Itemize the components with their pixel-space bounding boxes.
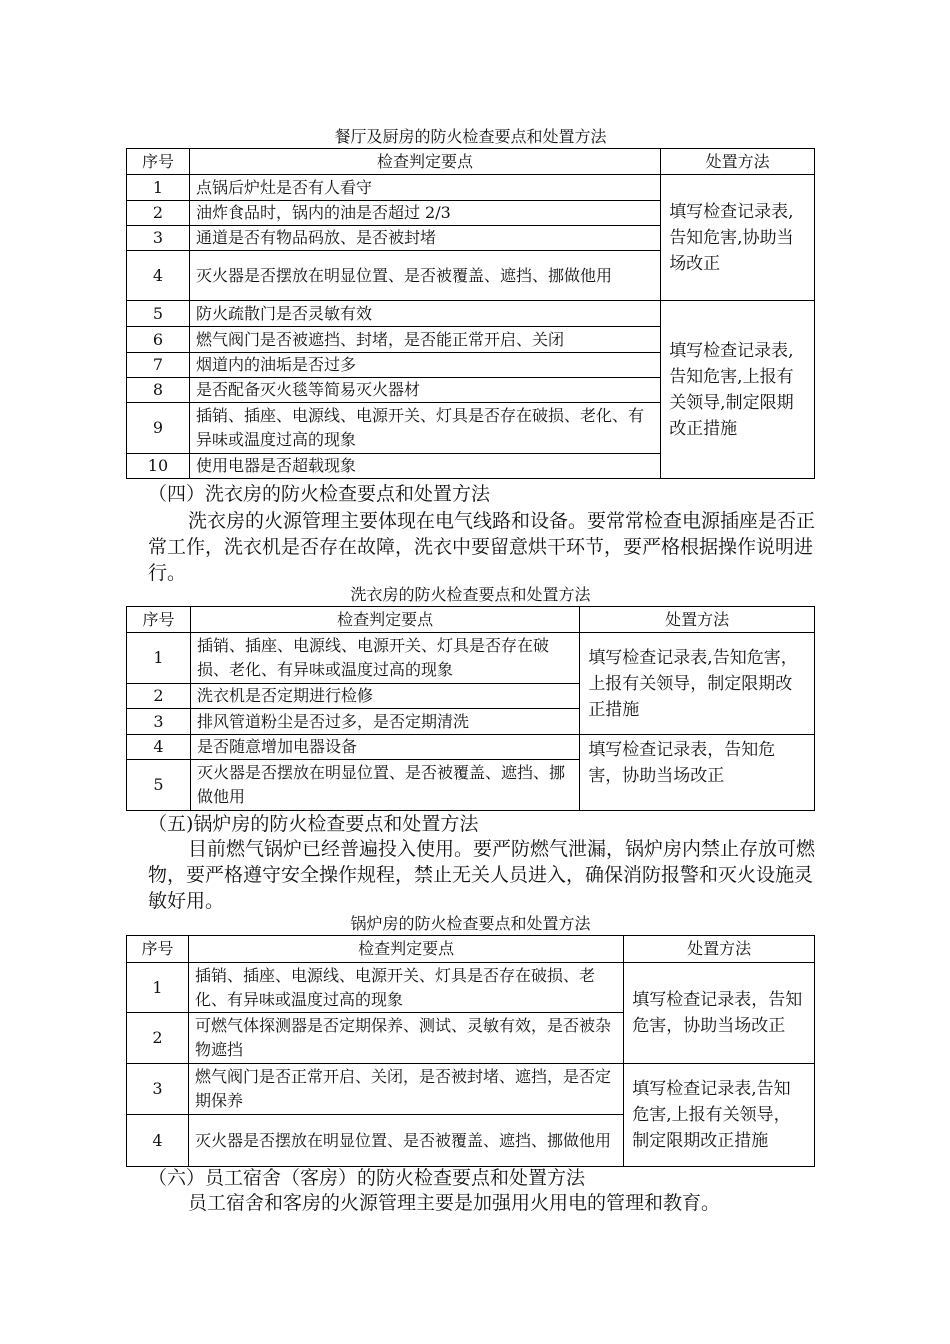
row-number: 2 (127, 1013, 189, 1064)
row-number: 4 (127, 251, 190, 301)
row-number: 2 (127, 684, 191, 709)
table2-header-method: 处置方法 (580, 607, 815, 633)
row-number: 10 (127, 454, 190, 479)
table1-method-b: 填写检查记录表,告知危害,上报有关领导,制定限期改正措施 (661, 301, 815, 479)
check-item: 燃气阀门是否被遮挡、封堵，是否能正常开启、关闭 (189, 327, 660, 353)
table1-header-num: 序号 (127, 149, 190, 175)
table3 (126, 935, 815, 1167)
table1-caption: 餐厅及厨房的防火检查要点和处置方法 (334, 127, 607, 146)
table3-header-item: 检查判定要点 (188, 936, 623, 963)
table3-method-a: 填写检查记录表，告知危害，协助当场改正 (624, 963, 815, 1064)
row-number: 2 (127, 201, 190, 226)
section5-heading: （五)锅炉房的防火检查要点和处置方法 (148, 813, 479, 835)
row-number: 1 (127, 633, 191, 684)
row-number: 5 (127, 301, 190, 327)
check-item: 是否配备灭火毯等简易灭火器材 (189, 378, 660, 403)
check-item: 点锅后炉灶是否有人看守 (189, 175, 660, 201)
table2-header-item: 检查判定要点 (190, 607, 579, 633)
row-number: 3 (127, 1064, 189, 1115)
section6-paragraph: 员工宿舍和客房的火源管理主要是加强用火用电的管理和教育。 (188, 1192, 721, 1214)
table-row (127, 301, 815, 327)
table1 (126, 148, 815, 479)
table3-caption: 锅炉房的防火检查要点和处置方法 (350, 914, 591, 933)
table2 (126, 606, 815, 811)
table3-header-num: 序号 (127, 936, 189, 963)
table-row (127, 1064, 815, 1115)
check-item: 插销、插座、电源线、电源开关、灯具是否存在破损、老化、有异味或温度过高的现象 (190, 633, 579, 684)
table1-method-a: 填写检查记录表,告知危害,协助当场改正 (661, 175, 815, 301)
check-item: 使用电器是否超载现象 (189, 454, 660, 479)
check-item: 排风管道粉尘是否过多，是否定期清洗 (190, 709, 579, 735)
table1-header-item: 检查判定要点 (189, 149, 660, 175)
section4-heading: （四）洗衣房的防火检查要点和处置方法 (148, 483, 491, 505)
section4-paragraph: 洗衣房的火源管理主要体现在电气线路和设备。要常常检查电源插座是否正常工作，洗衣机是否存在故障，洗衣中要留意烘干环节，要严格根据操作说明进行。 (148, 510, 816, 584)
check-item: 油炸食品时，锅内的油是否超过 2/3 (189, 201, 660, 226)
check-item: 燃气阀门是否正常开启、关闭，是否被封堵、遮挡，是否定期保养 (188, 1064, 623, 1115)
check-item: 可燃气体探测器是否定期保养、测试、灵敏有效，是否被杂物遮挡 (188, 1013, 623, 1064)
table3-method-b: 填写检查记录表,告知危害,上报有关领导，制定限期改正措施 (624, 1064, 815, 1167)
check-item: 防火疏散门是否灵敏有效 (189, 301, 660, 327)
check-item: 洗衣机是否定期进行检修 (190, 684, 579, 709)
section5-paragraph: 目前燃气锅炉已经普遍投入使用。要严防燃气泄漏，锅炉房内禁止存放可燃物，要严格遵守安全操作规程，禁止无关人员进入，确保消防报警和灭火设施灵敏好用。 (148, 838, 816, 912)
table2-method-b: 填写检查记录表，告知危害，协助当场改正 (580, 735, 815, 811)
check-item: 烟道内的油垢是否过多 (189, 353, 660, 378)
row-number: 1 (127, 175, 190, 201)
row-number: 5 (127, 760, 191, 811)
table-row (127, 963, 815, 1013)
row-number: 4 (127, 1115, 189, 1167)
check-item: 是否随意增加电器设备 (190, 735, 579, 760)
row-number: 1 (127, 963, 189, 1013)
table2-method-a: 填写检查记录表,告知危害，上报有关领导，制定限期改正措施 (580, 633, 815, 735)
table-row (127, 633, 815, 684)
table-row (127, 175, 815, 201)
section6-heading: （六）员工宿舍（客房）的防火检查要点和处置方法 (148, 1167, 586, 1189)
row-number: 7 (127, 353, 190, 378)
check-item: 插销、插座、电源线、电源开关、灯具是否存在破损、老化、有异味或温度过高的现象 (189, 403, 660, 454)
table2-header-num: 序号 (127, 607, 191, 633)
row-number: 6 (127, 327, 190, 353)
row-number: 3 (127, 709, 191, 735)
check-item: 插销、插座、电源线、电源开关、灯具是否存在破损、老化、有异味或温度过高的现象 (188, 963, 623, 1013)
table-row (127, 735, 815, 760)
check-item: 灭火器是否摆放在明显位置、是否被覆盖、遮挡、挪做他用 (190, 760, 579, 811)
table1-header-method: 处置方法 (661, 149, 815, 175)
check-item: 通道是否有物品码放、是否被封堵 (189, 226, 660, 251)
row-number: 4 (127, 735, 191, 760)
row-number: 3 (127, 226, 190, 251)
check-item: 灭火器是否摆放在明显位置、是否被覆盖、遮挡、挪做他用 (188, 1115, 623, 1167)
row-number: 8 (127, 378, 190, 403)
table3-header-method: 处置方法 (624, 936, 815, 963)
check-item: 灭火器是否摆放在明显位置、是否被覆盖、遮挡、挪做他用 (189, 251, 660, 301)
table2-caption: 洗衣房的防火检查要点和处置方法 (350, 585, 591, 604)
row-number: 9 (127, 403, 190, 454)
